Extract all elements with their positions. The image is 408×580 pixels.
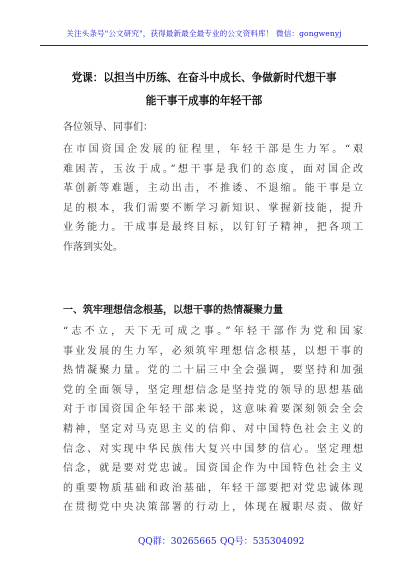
paragraph-line: 在市国资国企发展的征程里，年轻干部是生力军。“艰 (63, 144, 363, 155)
paragraph-line: 精神，坚定对马克思主义的信仰、对中国特色社会主义的 (63, 423, 363, 435)
paragraph-line: 对于市国资国企年轻干部来说，这意味着要深刻领会全会 (63, 404, 363, 416)
paragraph-line: 业务能力。干成事是最终目标，以钉钉子精神，把各项工 (63, 222, 363, 234)
section-heading-1: 一、筑牢理想信念根基，以想干事的热情凝聚力量 (63, 305, 283, 316)
paragraph-line: 党的全面领导，坚定理想信念是坚持党的领导的思想基础 (63, 384, 363, 396)
paragraph-line: 信念、对实现中华民族伟大复兴中国梦的信心。坚定理想 (63, 443, 363, 455)
paragraph-line: 难困苦，玉汝于成。”想干事是我们的态度，面对国企改 (63, 163, 363, 175)
document-title-line-2: 能干事干成事的年轻干部 (145, 95, 263, 107)
qq-group-number: QQ群：30265665 (138, 537, 217, 547)
header-note: 关注头条号"公文研究"，获得最新最全最专业的公文资料库！ 微信：gongwenyj (66, 29, 342, 38)
paragraph-line: 的重要物质基础和政治基础，年轻干部要把对党忠诚体现 (63, 482, 363, 494)
paragraph-line: 在贯彻党中央决策部署的行动上，体现在履职尽责、做好 (63, 502, 363, 514)
paragraph-line: “志不立，天下无可成之事。”年轻干部作为党和国家 (63, 326, 363, 337)
paragraph-line: 信念，就是要对党忠诚。国资国企作为中国特色社会主义 (63, 463, 363, 475)
qq-number: QQ号：535304092 (220, 537, 305, 547)
salutation: 各位领导、同事们： (63, 122, 153, 133)
header-divider (40, 45, 368, 46)
paragraph-section-1 (63, 322, 363, 518)
paragraph-line: 事业发展的生力军，必须筑牢理想信念根基，以想干事的 (63, 345, 363, 357)
paragraph-line: 作落到实处。 (63, 241, 123, 253)
document-title-line-1: 党课：以担当中历练、在奋斗中成长、争做新时代想干事 (71, 72, 337, 84)
paragraph-line: 革创新等难题，主动出击，不推诿、不退缩。能干事是立 (63, 183, 363, 195)
paragraph-intro (63, 140, 363, 258)
paragraph-line: 足的根本，我们需要不断学习新知识、掌握新技能，提升 (63, 202, 363, 214)
paragraph-line: 热情凝聚力量。党的二十届三中全会强调，要坚持和加强 (63, 365, 363, 377)
